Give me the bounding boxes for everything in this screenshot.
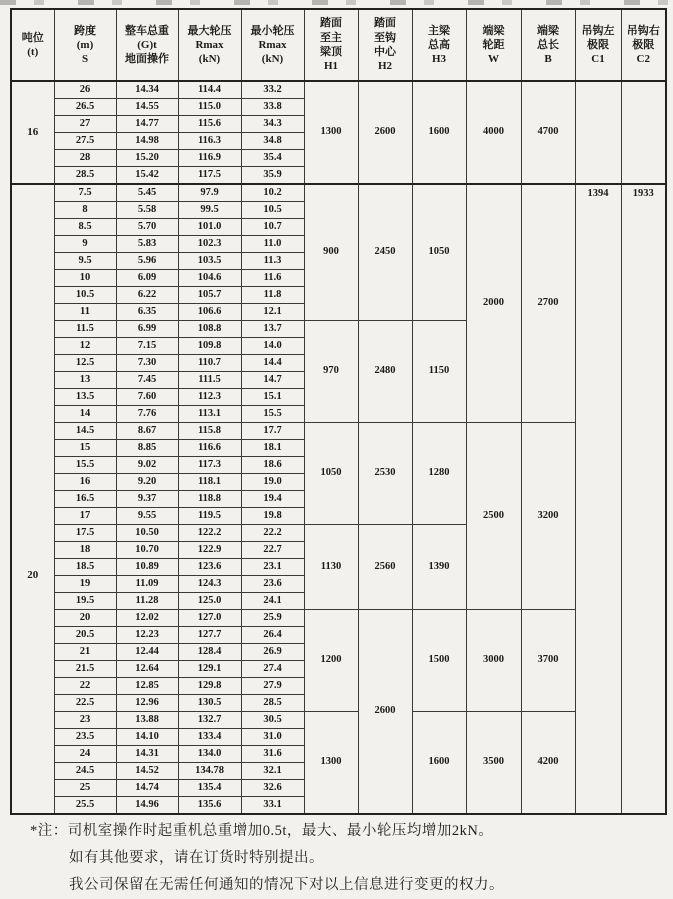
cell-span: 13 xyxy=(54,372,116,389)
cell-weight: 7.76 xyxy=(116,406,178,423)
cell-h2: 2480 xyxy=(358,321,412,423)
cell-rmax: 119.5 xyxy=(178,508,241,525)
col-header-line: Rmax xyxy=(258,38,287,51)
cell-weight: 7.45 xyxy=(116,372,178,389)
col-header-line: H2 xyxy=(377,60,393,73)
cell-weight: 8.85 xyxy=(116,440,178,457)
cell-rmax: 108.8 xyxy=(178,321,241,338)
cell-h2: 2600 xyxy=(358,81,412,184)
cell-span: 11 xyxy=(54,304,116,321)
cell-rmin: 23.1 xyxy=(241,559,304,576)
cell-rmin: 34.8 xyxy=(241,133,304,150)
col-header-line: 吊钩左 xyxy=(581,24,615,37)
cell-h1: 900 xyxy=(304,184,358,321)
cell-rmin: 24.1 xyxy=(241,593,304,610)
cell-span: 22.5 xyxy=(54,695,116,712)
cell-span: 8.5 xyxy=(54,219,116,236)
cell-span: 23 xyxy=(54,712,116,729)
cell-span: 27.5 xyxy=(54,133,116,150)
cell-weight: 13.88 xyxy=(116,712,178,729)
cell-rmax: 101.0 xyxy=(178,219,241,236)
cell-weight: 9.20 xyxy=(116,474,178,491)
col-header-line: 踏面 xyxy=(320,17,342,30)
cell-c1: 1394 xyxy=(575,184,621,814)
cell-rmax: 127.0 xyxy=(178,610,241,627)
col-header-total-weight xyxy=(116,9,178,81)
cell-rmin: 31.0 xyxy=(241,729,304,746)
cell-rmin: 19.8 xyxy=(241,508,304,525)
col-header-span xyxy=(54,9,116,81)
col-header-h2 xyxy=(358,9,412,81)
col-header-tonnage xyxy=(11,9,54,81)
cell-span: 17.5 xyxy=(54,525,116,542)
cell-rmin: 25.9 xyxy=(241,610,304,627)
cell-span: 18 xyxy=(54,542,116,559)
table-row xyxy=(11,610,666,627)
table-row xyxy=(11,423,666,440)
col-header-line: 吊钩右 xyxy=(626,24,660,37)
col-header-line: B xyxy=(544,53,552,66)
cell-weight: 8.67 xyxy=(116,423,178,440)
cell-span: 21.5 xyxy=(54,661,116,678)
cell-rmax: 102.3 xyxy=(178,236,241,253)
cell-rmin: 18.1 xyxy=(241,440,304,457)
cell-rmin: 34.3 xyxy=(241,116,304,133)
cell-weight: 14.31 xyxy=(116,746,178,763)
cell-span: 24.5 xyxy=(54,763,116,780)
col-header-line: 至主 xyxy=(320,31,342,44)
col-header-c1 xyxy=(575,9,621,81)
cell-weight: 9.55 xyxy=(116,508,178,525)
cell-rmax: 117.3 xyxy=(178,457,241,474)
cell-weight: 15.20 xyxy=(116,150,178,167)
cell-rmax: 112.3 xyxy=(178,389,241,406)
col-header-line: 最大轮压 xyxy=(187,24,232,37)
cell-span: 20 xyxy=(54,610,116,627)
cell-weight: 12.64 xyxy=(116,661,178,678)
col-header-line: 总高 xyxy=(428,38,450,51)
cell-weight: 10.89 xyxy=(116,559,178,576)
cell-h3: 1280 xyxy=(412,423,466,525)
cell-rmin: 14.7 xyxy=(241,372,304,389)
col-header-line: 踏面 xyxy=(374,17,396,30)
cell-weight: 6.99 xyxy=(116,321,178,338)
cell-span: 14 xyxy=(54,406,116,423)
cell-tonnage: 20 xyxy=(11,184,54,814)
spec-table-head xyxy=(11,9,666,81)
col-header-line: (kN) xyxy=(198,53,221,66)
cell-rmax: 114.4 xyxy=(178,81,241,99)
col-header-h3 xyxy=(412,9,466,81)
cell-weight: 7.60 xyxy=(116,389,178,406)
cell-rmin: 28.5 xyxy=(241,695,304,712)
cell-span: 13.5 xyxy=(54,389,116,406)
cell-h1: 970 xyxy=(304,321,358,423)
col-header-line: 总长 xyxy=(537,38,559,51)
cell-rmax: 113.1 xyxy=(178,406,241,423)
cell-rmin: 10.2 xyxy=(241,184,304,202)
cell-weight: 12.44 xyxy=(116,644,178,661)
col-header-b xyxy=(521,9,575,81)
cell-rmin: 17.7 xyxy=(241,423,304,440)
cell-rmin: 18.6 xyxy=(241,457,304,474)
cell-rmax: 135.6 xyxy=(178,797,241,815)
cell-rmin: 13.7 xyxy=(241,321,304,338)
col-header-line: W xyxy=(488,53,499,66)
cell-span: 18.5 xyxy=(54,559,116,576)
note-line-2: 如有其他要求，请在订货时特别提出。 xyxy=(69,850,324,866)
cell-span: 22 xyxy=(54,678,116,695)
cell-h2: 2450 xyxy=(358,184,412,321)
header-row xyxy=(11,9,666,81)
cell-rmin: 12.1 xyxy=(241,304,304,321)
col-header-rmax xyxy=(178,9,241,81)
cell-rmax: 129.1 xyxy=(178,661,241,678)
col-header-line: 端梁 xyxy=(537,24,559,37)
cell-rmax: 134.78 xyxy=(178,763,241,780)
col-header-line: 最小轮压 xyxy=(250,24,295,37)
cell-rmax: 115.6 xyxy=(178,116,241,133)
cell-weight: 14.98 xyxy=(116,133,178,150)
cell-weight: 14.10 xyxy=(116,729,178,746)
cell-rmin: 22.2 xyxy=(241,525,304,542)
cell-weight: 9.02 xyxy=(116,457,178,474)
cell-h3: 1390 xyxy=(412,525,466,610)
cell-weight: 6.35 xyxy=(116,304,178,321)
cell-w: 3500 xyxy=(466,712,521,815)
cell-rmax: 116.3 xyxy=(178,133,241,150)
col-header-line: C1 xyxy=(591,53,605,66)
cell-rmin: 11.8 xyxy=(241,287,304,304)
cell-rmin: 30.5 xyxy=(241,712,304,729)
cell-rmax: 127.7 xyxy=(178,627,241,644)
col-header-line: (kN) xyxy=(261,53,284,66)
cell-span: 10 xyxy=(54,270,116,287)
cell-rmin: 15.5 xyxy=(241,406,304,423)
cell-rmin: 32.6 xyxy=(241,780,304,797)
cell-span: 16.5 xyxy=(54,491,116,508)
cell-span: 19 xyxy=(54,576,116,593)
cell-h2: 2600 xyxy=(358,610,412,815)
cell-rmax: 123.6 xyxy=(178,559,241,576)
cell-h3: 1600 xyxy=(412,712,466,815)
cell-rmin: 26.9 xyxy=(241,644,304,661)
cell-span: 11.5 xyxy=(54,321,116,338)
cell-h3: 1050 xyxy=(412,184,466,321)
table-row xyxy=(11,712,666,729)
col-header-line: 极限 xyxy=(587,38,609,51)
cell-rmin: 31.6 xyxy=(241,746,304,763)
col-header-h1 xyxy=(304,9,358,81)
cell-weight: 14.55 xyxy=(116,99,178,116)
cell-weight: 12.96 xyxy=(116,695,178,712)
cell-h2: 2530 xyxy=(358,423,412,525)
cell-span: 14.5 xyxy=(54,423,116,440)
cell-h1: 1050 xyxy=(304,423,358,525)
cell-w: 2500 xyxy=(466,423,521,610)
note-line-3: 我公司保留在无需任何通知的情况下对以上信息进行变更的权力。 xyxy=(69,877,504,893)
cell-span: 23.5 xyxy=(54,729,116,746)
cell-span: 8 xyxy=(54,202,116,219)
col-header-line: 地面操作 xyxy=(125,53,169,66)
col-header-line: H1 xyxy=(323,60,339,73)
cell-b: 3700 xyxy=(521,610,575,712)
col-header-line: 轮距 xyxy=(482,38,505,51)
table-row xyxy=(11,81,666,99)
cell-span: 28 xyxy=(54,150,116,167)
col-header-line: C2 xyxy=(636,53,650,66)
cell-span: 17 xyxy=(54,508,116,525)
col-header-line: 至钩 xyxy=(374,31,396,44)
col-header-line: 中心 xyxy=(374,46,396,58)
cell-rmax: 122.2 xyxy=(178,525,241,542)
scan-artifact xyxy=(0,0,673,5)
cell-weight: 12.85 xyxy=(116,678,178,695)
cell-rmin: 33.8 xyxy=(241,99,304,116)
cell-rmax: 115.0 xyxy=(178,99,241,116)
cell-rmax: 116.9 xyxy=(178,150,241,167)
col-header-line: H3 xyxy=(431,53,447,66)
cell-rmin: 35.4 xyxy=(241,150,304,167)
cell-span: 26 xyxy=(54,81,116,99)
cell-rmax: 130.5 xyxy=(178,695,241,712)
col-header-line: 主梁 xyxy=(428,24,450,37)
cell-rmin: 10.5 xyxy=(241,202,304,219)
col-header-line: 吨位 xyxy=(21,31,44,44)
cell-rmax: 115.8 xyxy=(178,423,241,440)
cell-span: 27 xyxy=(54,116,116,133)
cell-weight: 14.77 xyxy=(116,116,178,133)
cell-span: 7.5 xyxy=(54,184,116,202)
col-header-line: 跨度 xyxy=(74,24,96,37)
cell-rmax: 103.5 xyxy=(178,253,241,270)
cell-h3: 1500 xyxy=(412,610,466,712)
cell-weight: 12.23 xyxy=(116,627,178,644)
cell-rmin: 32.1 xyxy=(241,763,304,780)
col-header-line: (G)t xyxy=(137,38,157,51)
cell-rmin: 26.4 xyxy=(241,627,304,644)
cell-weight: 11.28 xyxy=(116,593,178,610)
spec-table-body xyxy=(11,81,666,814)
col-header-w xyxy=(466,9,521,81)
cell-span: 12 xyxy=(54,338,116,355)
cell-rmin: 14.4 xyxy=(241,355,304,372)
cell-weight: 12.02 xyxy=(116,610,178,627)
cell-rmin: 19.0 xyxy=(241,474,304,491)
cell-rmax: 118.8 xyxy=(178,491,241,508)
cell-rmax: 135.4 xyxy=(178,780,241,797)
cell-rmin: 11.6 xyxy=(241,270,304,287)
cell-rmax: 134.0 xyxy=(178,746,241,763)
cell-rmax: 109.8 xyxy=(178,338,241,355)
cell-rmax: 133.4 xyxy=(178,729,241,746)
cell-b: 3200 xyxy=(521,423,575,610)
cell-weight: 5.45 xyxy=(116,184,178,202)
cell-span: 12.5 xyxy=(54,355,116,372)
col-header-line: (t) xyxy=(27,46,39,58)
cell-span: 28.5 xyxy=(54,167,116,185)
cell-span: 19.5 xyxy=(54,593,116,610)
cell-weight: 7.30 xyxy=(116,355,178,372)
cell-rmax: 106.6 xyxy=(178,304,241,321)
col-header-line: S xyxy=(81,53,89,66)
cell-rmin: 15.1 xyxy=(241,389,304,406)
cell-weight: 11.09 xyxy=(116,576,178,593)
cell-weight: 9.37 xyxy=(116,491,178,508)
cell-rmax: 132.7 xyxy=(178,712,241,729)
cell-rmax: 124.3 xyxy=(178,576,241,593)
cell-w: 3000 xyxy=(466,610,521,712)
cell-rmin: 27.4 xyxy=(241,661,304,678)
cell-rmin: 27.9 xyxy=(241,678,304,695)
cell-rmin: 22.7 xyxy=(241,542,304,559)
cell-tonnage: 16 xyxy=(11,81,54,184)
col-header-c2 xyxy=(621,9,666,81)
cell-w: 2000 xyxy=(466,184,521,423)
cell-rmax: 111.5 xyxy=(178,372,241,389)
cell-h1: 1300 xyxy=(304,81,358,184)
cell-rmax: 104.6 xyxy=(178,270,241,287)
cell-rmin: 33.2 xyxy=(241,81,304,99)
cell-c2 xyxy=(621,81,666,184)
cell-rmin: 19.4 xyxy=(241,491,304,508)
cell-weight: 14.74 xyxy=(116,780,178,797)
cell-rmax: 116.6 xyxy=(178,440,241,457)
cell-weight: 5.96 xyxy=(116,253,178,270)
cell-rmax: 118.1 xyxy=(178,474,241,491)
cell-rmin: 11.3 xyxy=(241,253,304,270)
cell-rmin: 35.9 xyxy=(241,167,304,185)
cell-w: 4000 xyxy=(466,81,521,184)
cell-span: 9.5 xyxy=(54,253,116,270)
cell-rmax: 125.0 xyxy=(178,593,241,610)
cell-rmin: 14.0 xyxy=(241,338,304,355)
cell-weight: 10.50 xyxy=(116,525,178,542)
notes xyxy=(30,818,504,899)
cell-rmin: 11.0 xyxy=(241,236,304,253)
cell-span: 26.5 xyxy=(54,99,116,116)
cell-rmax: 99.5 xyxy=(178,202,241,219)
cell-weight: 14.34 xyxy=(116,81,178,99)
cell-rmax: 129.8 xyxy=(178,678,241,695)
cell-b: 2700 xyxy=(521,184,575,423)
cell-weight: 5.70 xyxy=(116,219,178,236)
cell-rmin: 23.6 xyxy=(241,576,304,593)
cell-rmax: 105.7 xyxy=(178,287,241,304)
col-header-line: 端梁 xyxy=(482,24,505,37)
cell-h1: 1200 xyxy=(304,610,358,712)
col-header-line: 梁顶 xyxy=(320,46,342,58)
cell-rmin: 33.1 xyxy=(241,797,304,815)
cell-c2: 1933 xyxy=(621,184,666,814)
cell-b: 4200 xyxy=(521,712,575,815)
cell-weight: 6.09 xyxy=(116,270,178,287)
cell-span: 9 xyxy=(54,236,116,253)
cell-weight: 7.15 xyxy=(116,338,178,355)
spec-table xyxy=(10,8,667,815)
cell-weight: 6.22 xyxy=(116,287,178,304)
cell-rmax: 128.4 xyxy=(178,644,241,661)
cell-rmax: 122.9 xyxy=(178,542,241,559)
cell-weight: 15.42 xyxy=(116,167,178,185)
col-header-rmin xyxy=(241,9,304,81)
cell-span: 16 xyxy=(54,474,116,491)
cell-h1: 1300 xyxy=(304,712,358,815)
table-row xyxy=(11,184,666,202)
cell-span: 15 xyxy=(54,440,116,457)
cell-span: 25 xyxy=(54,780,116,797)
cell-rmax: 97.9 xyxy=(178,184,241,202)
col-header-line: 极限 xyxy=(632,38,655,51)
cell-rmax: 117.5 xyxy=(178,167,241,185)
col-header-line: 整车总重 xyxy=(125,24,169,37)
cell-h3: 1150 xyxy=(412,321,466,423)
cell-weight: 14.52 xyxy=(116,763,178,780)
cell-span: 24 xyxy=(54,746,116,763)
cell-weight: 14.96 xyxy=(116,797,178,815)
cell-h1: 1130 xyxy=(304,525,358,610)
col-header-line: (m) xyxy=(76,38,94,51)
cell-rmin: 10.7 xyxy=(241,219,304,236)
cell-c1 xyxy=(575,81,621,184)
cell-span: 10.5 xyxy=(54,287,116,304)
cell-span: 25.5 xyxy=(54,797,116,815)
cell-weight: 5.83 xyxy=(116,236,178,253)
cell-weight: 10.70 xyxy=(116,542,178,559)
cell-h2: 2560 xyxy=(358,525,412,610)
cell-span: 21 xyxy=(54,644,116,661)
col-header-line: Rmax xyxy=(195,38,224,51)
cell-weight: 5.58 xyxy=(116,202,178,219)
cell-rmax: 110.7 xyxy=(178,355,241,372)
cell-span: 20.5 xyxy=(54,627,116,644)
cell-b: 4700 xyxy=(521,81,575,184)
note-line-1: *注：司机室操作时起重机总重增加0.5t，最大、最小轮压均增加2kN。 xyxy=(30,823,494,839)
cell-h3: 1600 xyxy=(412,81,466,184)
cell-span: 15.5 xyxy=(54,457,116,474)
